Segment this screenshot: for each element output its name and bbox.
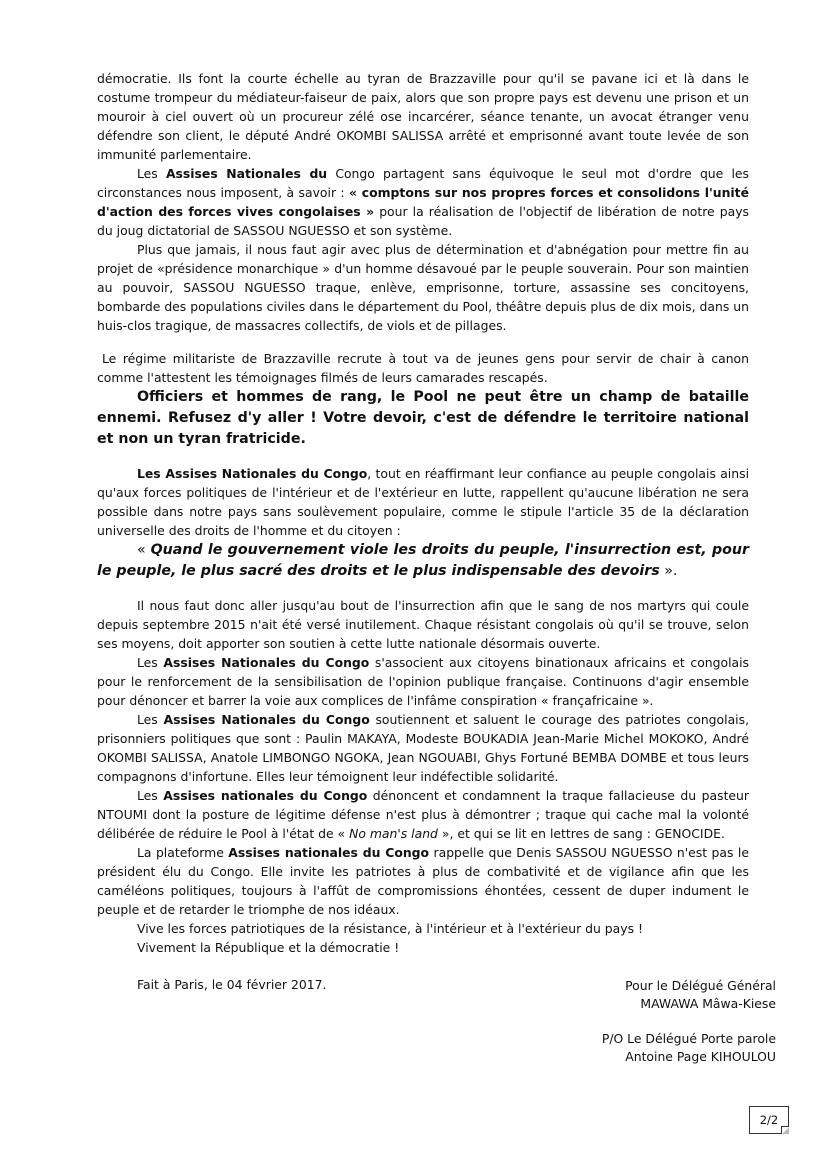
paragraph-slogan (97, 164, 749, 240)
paragraph-recruitment: Le régime militariste de Brazzaville recrute à tout va de jeunes gens pour servir de chair à canon comme l'attestent les témoignages filmés de leurs camarades rescapés. (97, 351, 749, 385)
text-run: Les (137, 166, 166, 181)
slogan: « comptons sur nos propres forces et consolidons l'unité d'action des forces vives congolaises » (97, 185, 749, 219)
closing-line-forces: Vive les forces patriotiques de la résistance, à l'intérieur et à l'extérieur du pays ! (137, 921, 643, 936)
signature-title-spokesperson: P/O Le Délégué Porte parole (601, 1031, 776, 1046)
text-run: Les (137, 788, 164, 803)
paragraph-martyrs: Il nous faut donc aller jusqu'au bout de l'insurrection afin que le sang de nos martyrs qui coule depuis septembre 2015 n'ait été versé inutilement. Chaque résistant congolais où qu'il se trouve, selon ses moyens, doit apporter son soutien à cette lutte nationale désormais ouverte. (97, 598, 749, 651)
text-run: », et qui se lit en lettres de sang : GENOCIDE. (437, 826, 725, 841)
quote-close: ». (659, 563, 678, 579)
paragraph-call-to-officers: Officiers et hommes de rang, le Pool ne peut être un champ de bataille ennemi. Refusez d'y aller ! Votre devoir, c'est de défendre le territoire national et non un tyran fratricide. (97, 389, 749, 447)
signature-name-spokesperson: Antoine Page KIHOULOU (625, 1049, 776, 1064)
italic-phrase: No man's land (349, 826, 438, 841)
org-name: Assises Nationales du (165, 166, 328, 181)
text-run: Les (137, 655, 164, 670)
org-name: Assises Nationales du Congo (163, 712, 370, 727)
page-number-box (749, 1106, 789, 1134)
page-number: 2/2 (759, 1113, 779, 1127)
page-fold-icon (781, 1126, 789, 1134)
org-name: Les Assises Nationales du Congo (137, 466, 368, 481)
text-run: , tout en réaffirmant leur confiance au peuple congolais ainsi qu'aux forces politiques de l'intérieur et de l'extérieur en lutte, rappellent qu'aucune libération ne sera possible dans notre pays sans soulèvement populaire, comme le stipule l'article 35 de la déclaration universelle des droits de l'homme et du citoyen : (97, 466, 750, 538)
letter-body (97, 69, 749, 994)
quote-text: Quand le gouvernement viole les droits du peuple, l'insurrection est, pour le peuple, le plus sacré des droits et le plus indispensable des devoirs (97, 542, 749, 579)
org-name: Assises nationales du Congo (163, 788, 368, 803)
text-run: Congo partagent sans équivoque le seul mot d'ordre que les circonstances nous imposent, à savoir : (97, 166, 749, 200)
paragraph-insurrection-article (97, 464, 749, 540)
org-name: Assises nationales du Congo (228, 845, 430, 860)
text-run: pour la réalisation de l'objectif de libération de notre pays du joug dictatorial de SASSOU NGUESSO et son système. (97, 204, 749, 238)
paragraph-platform (97, 843, 749, 919)
closing-line-republic: Vivement la République et la démocratie ! (137, 940, 400, 955)
text-run: soutiennent et saluent le courage des patriotes congolais, prisonniers politiques que sont : Paulin MAKAYA, Modeste BOUKADIA Jean-Marie Michel MOKOKO, André OKOMBI SALISSA, Anatole LIMBONGO NGOKA, Jean NGOUABI, Ghys Fortuné BEMBA DOMBE et tous leurs compagnons d'infortune. Elles leur témoignent leur indéfectible solidarité. (97, 712, 750, 784)
paragraph-quote (97, 540, 749, 582)
org-name: Assises Nationales du Congo (163, 655, 370, 670)
paragraph-democracy: démocratie. Ils font la courte échelle au tyran de Brazzaville pour qu'il se pavane ici et là dans le costume trompeur du médiateur-faiseur de paix, alors que son propre pays est devenu une prison et un mouroir à ciel ouvert où un procureur zélé ose incarcérer, séance tenante, un avocat étranger venu défendre son client, le député André OKOMBI SALISSA arrêté et emprisonné avant toute levée de son immunité parlementaire. (97, 71, 749, 162)
text-run: La plateforme (137, 845, 229, 860)
date-line: Fait à Paris, le 04 février 2017. (137, 977, 327, 992)
signature-name-general: MAWAWA Mâwa-Kiese (640, 996, 776, 1011)
text-run: dénoncent et condamnent la traque fallacieuse du pasteur NTOUMI dont la posture de légitime défense n'est plus à démontrer ; traque qui cache mal la volonté délibérée de réduire le Pool à l'état de « (97, 788, 749, 841)
paragraph-binationals (97, 653, 749, 710)
paragraph-determination: Plus que jamais, il nous faut agir avec plus de détermination et d'abnégation pour mettre fin au projet de «présidence monarchique » d'un homme désavoué par le peuple souverain. Pour son maintien au pouvoir, SASSOU NGUESSO traque, enlève, emprisonne, torture, assassine ses concitoyens, bombarde des populations civiles dans le département du Pool, théâtre depuis plus de dix mois, dans un huis-clos tragique, de massacres collectifs, de viols et de pillages. (97, 242, 749, 333)
text-run: s'associent aux citoyens binationaux africains et congolais pour le renforcement de la sensibilisation de l'opinion publique française. Continuons d'agir ensemble pour dénoncer et barrer la voie aux complices de l'infâme conspiration « françafricaine ». (97, 655, 750, 708)
paragraph-ntoumi (97, 786, 749, 843)
paragraph-prisoners (97, 710, 749, 786)
text-run: rappelle que Denis SASSOU NGUESSO n'est pas le président élu du Congo. Elle invite les patriotes à plus de combativité et de vigilance afin que les caméléons politiques, toujours à l'affût de compromissions éhontées, cessent de duper indument le peuple et de retarder le triomphe de nos idéaux. (97, 845, 749, 917)
quote-open: « (137, 542, 151, 558)
signature-title-general: Pour le Délégué Général (625, 978, 776, 993)
text-run: Les (137, 712, 164, 727)
signature-block (376, 977, 776, 1066)
